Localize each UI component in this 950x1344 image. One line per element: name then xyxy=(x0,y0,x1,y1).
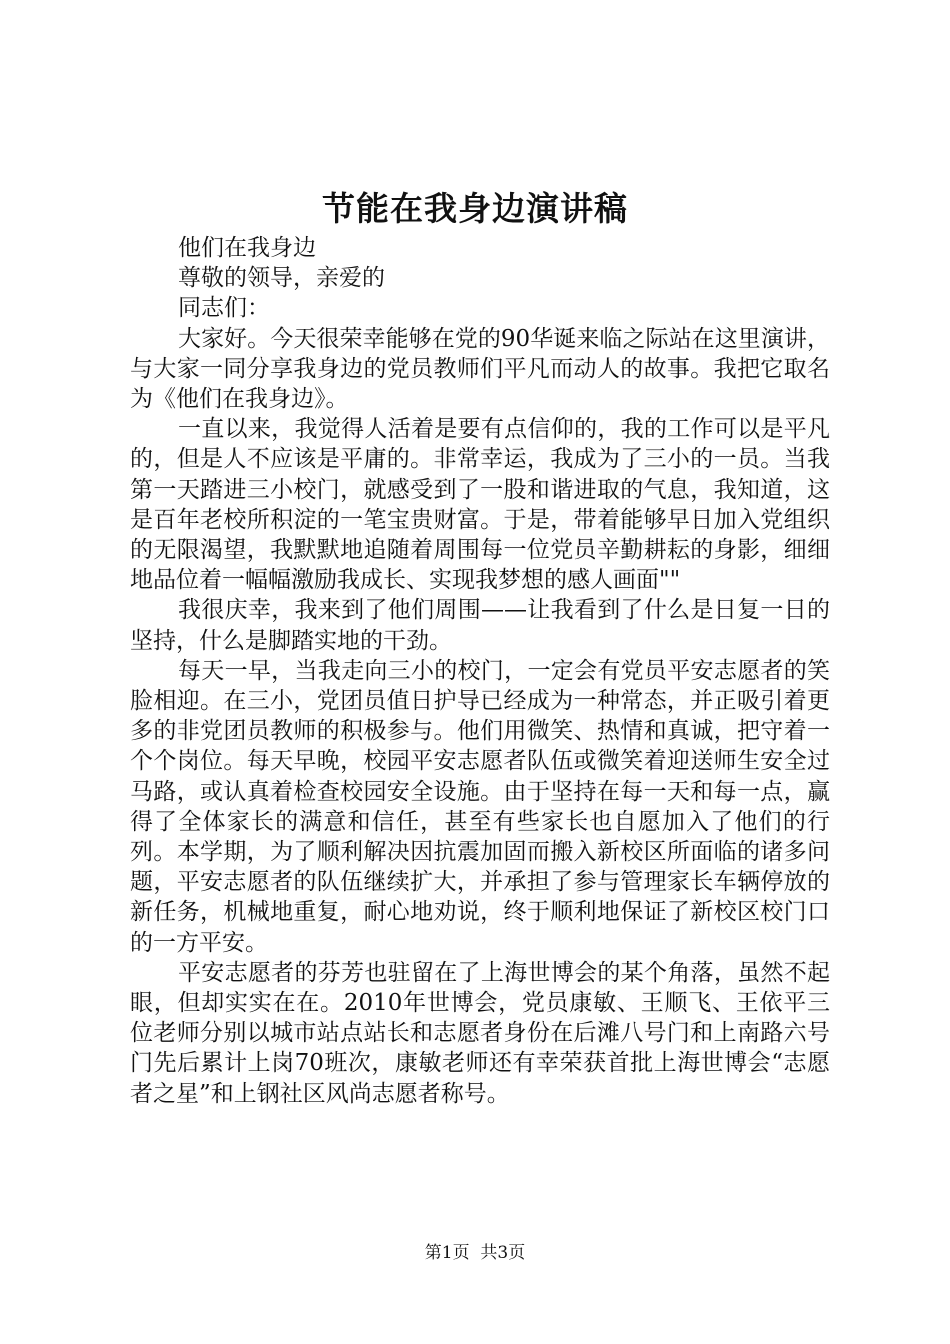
paragraph-greeting: 大家好。今天很荣幸能够在党的90华诞来临之际站在这里演讲，与大家一同分享我身边的党员教师们平凡而动人的故事。我把它取名为《他们在我身边》。 xyxy=(130,325,830,413)
paragraph-salutation-continued: 同志们： xyxy=(178,295,270,322)
paragraph-expo: 平安志愿者的芬芳也驻留在了上海世博会的某个角落，虽然不起眼，但却实实在在。2010年世博会，党员康敏、王顺飞、王依平三位老师分别以城市站点站长和志愿者身份在后滩八号门和上南路六号门先后累计上岗70班次，康敏老师还有幸荣获首批上海世博会“志愿者之星”和上钢社区风尚志愿者称号。 xyxy=(130,959,830,1107)
document-title: 节能在我身边演讲稿 xyxy=(322,189,628,228)
page-number: 第1页 xyxy=(424,1243,470,1263)
paragraph-salutation: 尊敬的领导，亲爱的 xyxy=(178,265,385,292)
paragraph-volunteers: 每天一早，当我走向三小的校门，一定会有党员平安志愿者的笑脸相迎。在三小，党团员值日护导已经成为一种常态，并正吸引着更多的非党团员教师的积极参与。他们用微笑、热情和真诚，把守着一个个岗位。每天早晚，校园平安志愿者队伍或微笑着迎送师生安全过马路，或认真着检查校园安全设施。由于坚持在每一天和每一点，赢得了全体家长的满意和信任，甚至有些家长也自愿加入了他们的行列。本学期，为了顺利解决因抗震加固而搬入新校区所面临的诸多问题，平安志愿者的队伍继续扩大，并承担了参与管理家长车辆停放的新任务，机械地重复，耐心地劝说，终于顺利地保证了新校区校门口的一方平安。 xyxy=(130,657,830,956)
page-footer xyxy=(0,1241,950,1265)
document-body xyxy=(130,233,830,1109)
paragraph-belief: 一直以来，我觉得人活着是要有点信仰的，我的工作可以是平凡的，但是人不应该是平庸的。非常幸运，我成为了三小的一员。当我第一天踏进三小校门，就感受到了一股和谐进取的气息，我知道，这是百年老校所积淀的一笔宝贵财富。于是，带着能够早日加入党组织的无限渴望，我默默地追随着周围每一位党员辛勤耕耘的身影，细细地品位着一幅幅激励我成长、实现我梦想的感人画面"" xyxy=(130,416,830,594)
page-total: 共3页 xyxy=(480,1243,526,1263)
paragraph-gratitude: 我很庆幸，我来到了他们周围——让我看到了什么是日复一日的坚持，什么是脚踏实地的干劲。 xyxy=(130,597,830,654)
paragraph-speech-title: 他们在我身边 xyxy=(178,235,316,261)
